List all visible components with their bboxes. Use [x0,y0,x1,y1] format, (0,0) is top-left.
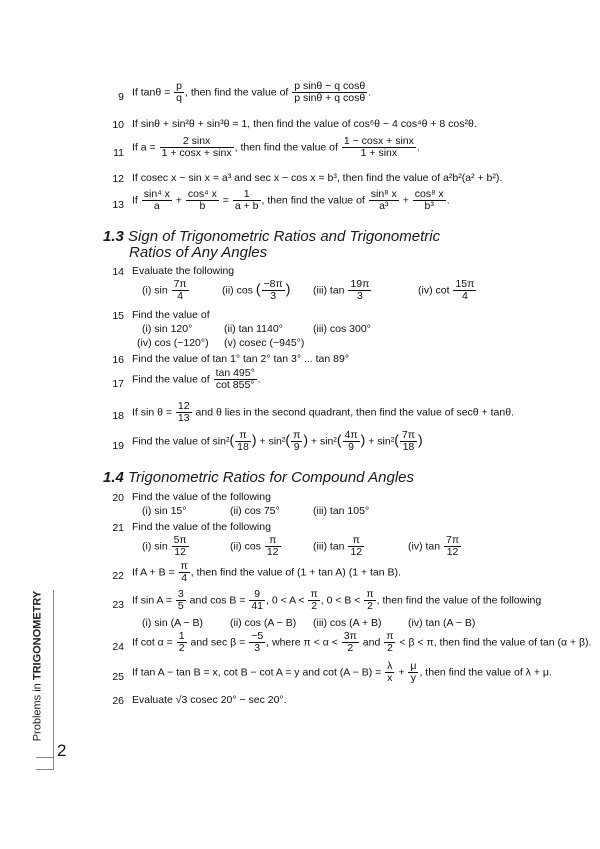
fraction: $\frac{2 \sin x}{1 + \cos x + \sin x}$ [161,135,232,160]
fraction: $\frac{\text{cos⁸ x}}{\text{b³}}$ [414,188,444,213]
problem-21-item-4: (iv) tan $\frac{7\pi}{12}$ [408,534,460,559]
problem-15-item: (v) cosec (−945°) [224,337,305,349]
problem-12: If cosec x − sin x = a³ and sec x − cos x = b³, then find the value of a²b²(a² + b²). [132,172,503,184]
problem-number: 10 [112,119,124,131]
problem-number: 25 [112,671,124,683]
problem-14-item-1: (i) sin $\frac{7\pi}{4}$ [142,278,187,303]
problem-number: 19 [112,440,124,452]
problem-14-item-3: (iii) tan $\frac{19\pi}{3}$ [313,278,370,303]
problem-15: Find the value of [132,309,210,321]
problem-13: If $\frac{\text{sin⁴ x}}{a}$ + $\frac{\text{cos⁴ x}}{b}$ = $\frac{1}{a + b}$ , then find the value of $\frac{\text{sin⁸ x}}{\text{a³}}$ + $\frac{\text{cos⁸ x}}{\text{b³}}$ . [132,188,450,213]
problem-number: 26 [112,695,124,707]
section-heading-1-3: 1.3 Sign of Trigonometric Ratios and Trigonometric [103,228,441,245]
problem-9: If tanθ = $\frac{p}{q}$ , then find the value of $\frac{\text{p sinθ − q cosθ}}{\text{p sinθ + q cosθ}}$ . [132,80,372,105]
problem-number: 21 [112,522,124,534]
problem-20: Find the value of the following [132,491,271,503]
fraction: $\frac{1}{a + b}$ [234,188,259,213]
problem-23-item: (ii) cos (A − B) [230,617,297,629]
problem-17: Find the value of $\frac{\tan 495^\circ}{\cot 855^\circ}$ . [132,367,261,392]
problem-15-item: (iii) cos 300° [313,323,371,335]
problem-number: 16 [112,354,124,366]
fraction: $\frac{p}{q}$ [176,80,182,105]
problem-number: 20 [112,492,124,504]
problem-11: If a = $\frac{2 \sin x}{1 + \cos x + \sin x}$ , then find the value of $\frac{1 - \cos x + \sin x}{1 + \sin x}$ . [132,135,420,160]
problem-number: 15 [112,310,124,322]
problem-23-item: (iv) tan (A − B) [408,617,476,629]
problem-20-item: (iii) tan 105° [313,505,370,517]
problem-24: If cot α = $\frac{1}{2}$ and sec β = $\frac{-5}{3}$ , where π < α < $\frac{3\pi}{2}$ and $\frac{\pi}{2}$ < β < π, then find the value of tan (α + β). [132,630,592,655]
problem-16: Find the value of tan 1° tan 2° tan 3° ... tan 89° [132,353,350,365]
problem-20-item: (i) sin 15° [142,505,187,517]
problem-number: 18 [112,410,124,422]
problem-22: If A + B = $\frac{\pi}{4}$ , then find the value of (1 + tan A) (1 + tan B). [132,560,401,585]
fraction: $\frac{\text{sin⁸ x}}{\text{a³}}$ [370,188,397,213]
problem-23-item: (iii) cos (A + B) [313,617,382,629]
problem-21-item-2: (ii) cos $\frac{\pi}{12}$ [230,534,279,559]
problem-14: Evaluate the following [132,265,235,277]
problem-15-item: (iv) cos (−120°) [137,337,209,349]
section-heading-1-4: 1.4 Trigonometric Ratios for Compound Angles [103,469,414,486]
problem-number: 13 [112,199,124,211]
fraction: $\frac{\text{cos⁴ x}}{b}$ [187,188,217,213]
page-number-rule [36,757,54,758]
fraction: $\frac{1 - \cos x + \sin x}{1 + \sin x}$ [343,135,414,160]
problem-15-item: (i) sin 120° [142,323,193,335]
problem-number: 24 [112,641,124,653]
problem-number: 23 [112,599,124,611]
page-number-rule [36,769,54,770]
side-label: Problems in TRIGONOMETRY [31,590,44,742]
problem-21-item-1: (i) sin $\frac{5\pi}{12}$ [142,534,187,559]
problem-19: Find the value of sin²( $\frac{\pi}{18}$ ) + sin²( $\frac{\pi}{9}$ ) + sin²( $\frac{4\pi}{9}$ ) + sin²( $\frac{7\pi}{18}$ ) [132,429,423,454]
problem-number: 12 [112,173,124,185]
problem-21-item-3: (iii) tan $\frac{\pi}{12}$ [313,534,363,559]
problem-number: 22 [112,570,124,582]
problem-21: Find the value of the following [132,521,271,533]
problem-number: 17 [112,378,124,390]
problem-20-item: (ii) cos 75° [230,505,280,517]
section-heading-1-3-line2: Ratios of Any Angles [129,244,268,261]
problem-number: 9 [118,91,124,103]
problem-25: If tan A − tan B = x, cot B − cot A = y and cot (A − B) = $\frac{\lambda}{x}$ + $\frac{\mu}{y}$ , then find the value of λ + μ. [132,660,552,685]
problem-23-item: (i) sin (A − B) [142,617,203,629]
margin-rule [53,590,54,770]
problem-18: If sin θ = $\frac{12}{13}$ and θ lies in the second quadrant, then find the value of secθ + tanθ. [132,400,514,425]
problem-number: 14 [112,266,124,278]
page-number: 2 [57,741,67,760]
problem-10: If sinθ + sin²θ + sin³θ = 1, then find the value of cos⁶θ − 4 cos⁴θ + 8 cos²θ. [132,118,477,130]
problem-14-item-4: (iv) cot $\frac{15\pi}{4}$ [418,278,475,303]
problem-number: 11 [113,147,124,159]
fraction: $\frac{\text{sin⁴ x}}{a}$ [143,188,170,213]
problem-14-item-2: (ii) cos ( $\frac{-8\pi}{3}$ ) [222,278,291,303]
problem-26: Evaluate √3 cosec 20° − sec 20°. [132,694,287,706]
problem-15-item: (ii) tan 1140° [224,323,283,335]
fraction: $\frac{\text{p sinθ − q cosθ}}{\text{p sinθ + q cosθ}}$ [294,80,366,105]
problem-23: If sin A = $\frac{3}{5}$ and cos B = $\frac{9}{41}$ , 0 < A < $\frac{\pi}{2}$ , 0 < B < $\frac{\pi}{2}$ , then find the value of the following [132,588,542,613]
